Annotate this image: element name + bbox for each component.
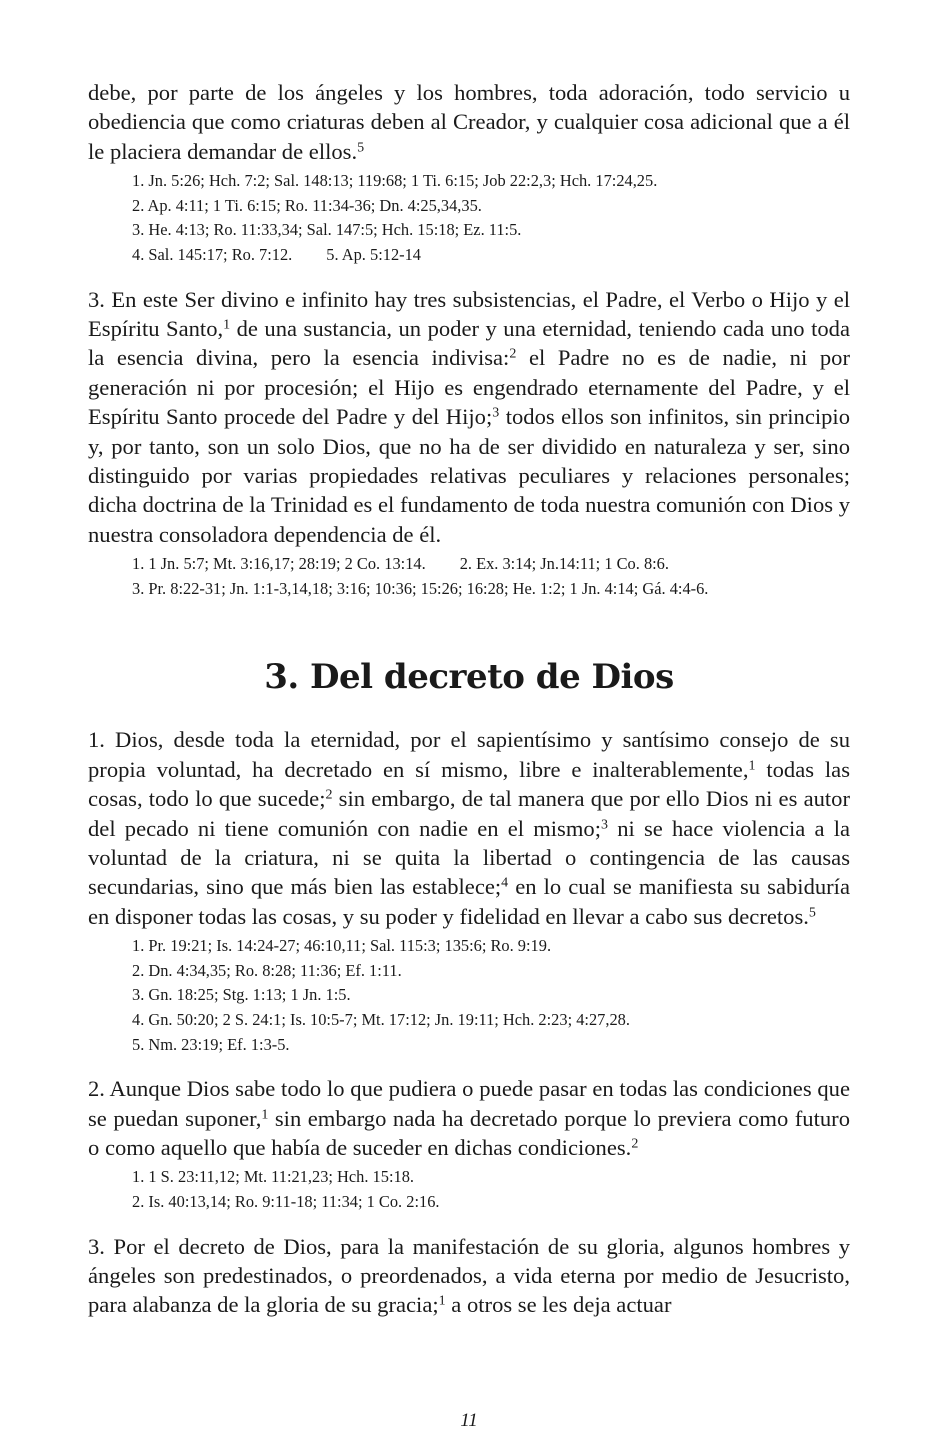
paragraph xyxy=(88,285,850,550)
paragraph-text: 3. En este Ser divino e infinito hay tres subsistencias, el Padre, el Verbo o Hijo y el Espíritu Santo, xyxy=(88,286,850,341)
footnote-marker: 2 xyxy=(631,1136,639,1152)
scripture-references xyxy=(88,934,850,1057)
reference-item: 1. 1 S. 23:11,12; Mt. 11:21,23; Hch. 15:18. xyxy=(132,1167,414,1187)
reference-item: 2. Ap. 4:11; 1 Ti. 6:15; Ro. 11:34-36; Dn. 4:25,34,35. xyxy=(132,195,482,215)
footnote-marker: 5 xyxy=(357,140,365,156)
paragraph-text: sin embargo nada ha decretado porque lo previera como futuro o como aquello que había de suceder en dichas condiciones. xyxy=(88,1105,851,1161)
reference-line xyxy=(132,1190,850,1215)
reference-line xyxy=(132,983,850,1008)
scripture-references xyxy=(88,1165,850,1214)
scripture-references xyxy=(88,552,850,601)
paragraph-text: debe, por parte de los ángeles y los hombres, toda adoración, todo servicio u obediencia que como criaturas deben al Creador, y cualquier cosa adicional que a él le placiera demandar de ellos. xyxy=(88,80,850,164)
reference-line xyxy=(132,577,850,602)
reference-line xyxy=(132,194,850,219)
paragraph-text: todos ellos son infinitos, sin principio y, por tanto, son un solo Dios, que no ha de ser dividido en naturaleza y ser, sino distinguido por varias propiedades relativas peculiares y relaciones personales; dicha doctrina de la Trinidad es el fundamento de toda nuestra comunión con Dios y nuestra consoladora dependencia de él. xyxy=(88,404,851,547)
paragraph-text: 1. Dios, desde toda la eternidad, por el sapientísimo y santísimo consejo de su propia voluntad, ha decretado en sí mismo, libre e inalterablemente, xyxy=(88,727,850,782)
reference-line xyxy=(132,959,850,984)
paragraph-text: 3. Por el decreto de Dios, para la manifestación de su gloria, algunos hombres y ángeles son predestinados, o preordenados, a vida eterna por medio de Jesucristo, para alabanza de la gloria de su gracia; xyxy=(88,1233,850,1318)
reference-item: 3. Pr. 8:22-31; Jn. 1:1-3,14,18; 3:16; 10:36; 15:26; 16:28; He. 1:2; 1 Jn. 4:14; Gá. 4:4-6. xyxy=(132,578,709,598)
footnote-marker: 2 xyxy=(509,346,517,362)
footnote-marker: 3 xyxy=(601,816,609,832)
paragraph-text: sin embargo, de tal manera que por ello Dios ni es autor del pecado ni tiene comunión con nadie en el mismo; xyxy=(88,786,850,841)
footnote-marker: 2 xyxy=(325,787,333,803)
paragraph-text: el Padre no es de nadie, ni por generación ni por procesión; el Hijo es engendrado eternamente del Padre, y el Espíritu Santo procede del Padre y del Hijo; xyxy=(88,345,850,430)
paragraph-text: en lo cual se manifiesta su sabiduría en disponer todas las cosas, y su poder y fidelidad en llevar a cabo sus decretos. xyxy=(88,874,850,929)
reference-line xyxy=(132,243,850,268)
paragraph-text: todas las cosas, todo lo que sucede; xyxy=(88,756,850,812)
reference-line xyxy=(132,934,850,959)
footnote-marker: 4 xyxy=(501,875,509,891)
paragraph-text: a otros se les deja actuar xyxy=(445,1292,672,1318)
reference-line xyxy=(132,1033,850,1058)
footnote-marker: 3 xyxy=(492,405,500,421)
article-block xyxy=(88,78,850,268)
article-block xyxy=(88,725,850,1057)
reference-line xyxy=(132,218,850,243)
reference-item: 1. 1 Jn. 5:7; Mt. 3:16,17; 28:19; 2 Co. 13:14. xyxy=(132,554,426,574)
chapter-heading: 3. Del decreto de Dios xyxy=(264,657,674,698)
footnote-marker: 1 xyxy=(748,758,756,774)
paragraph-text: de una sustancia, un poder y una eternidad, teniendo cada uno toda la esencia divina, pero la esencia indivisa: xyxy=(88,316,850,371)
paragraph-text: 2. Aunque Dios sabe todo lo que pudiera o puede pasar en todas las condiciones que se puedan suponer, xyxy=(88,1076,850,1131)
reference-item: 3. Gn. 18:25; Stg. 1:13; 1 Jn. 1:5. xyxy=(132,985,351,1005)
reference-item: 5. Ap. 5:12-14 xyxy=(326,245,421,264)
reference-item: 4. Sal. 145:17; Ro. 7:12. xyxy=(132,245,293,264)
page-number: 11 xyxy=(460,1410,478,1431)
article-block xyxy=(88,1074,850,1214)
footnote-marker: 1 xyxy=(261,1106,269,1122)
paragraph xyxy=(88,1074,850,1162)
footnote-marker: 5 xyxy=(808,905,816,921)
paragraph xyxy=(88,725,850,931)
paragraph-text: ni se hace violencia a la voluntad de la criatura, ni se quita la libertad o contingencia de las causas secundarias, sino que más bien las establece; xyxy=(88,815,851,900)
reference-item: 1. Jn. 5:26; Hch. 7:2; Sal. 148:13; 119:68; 1 Ti. 6:15; Job 22:2,3; Hch. 17:24,25. xyxy=(132,171,658,191)
reference-line xyxy=(132,1165,850,1190)
scripture-references xyxy=(88,169,850,267)
reference-item: 2. Dn. 4:34,35; Ro. 8:28; 11:36; Ef. 1:11. xyxy=(132,960,402,980)
paragraph xyxy=(88,78,850,166)
article-block xyxy=(88,285,850,602)
footnote-marker: 1 xyxy=(223,317,231,333)
reference-line xyxy=(132,552,850,577)
reference-item: 4. Gn. 50:20; 2 S. 24:1; Is. 10:5-7; Mt. 17:12; Jn. 19:11; Hch. 2:23; 4:27,28. xyxy=(132,1010,630,1030)
reference-line xyxy=(132,1008,850,1033)
reference-item: 2. Ex. 3:14; Jn.14:11; 1 Co. 8:6. xyxy=(459,554,669,574)
article-block xyxy=(88,1232,850,1320)
reference-item: 1. Pr. 19:21; Is. 14:24-27; 46:10,11; Sal. 115:3; 135:6; Ro. 9:19. xyxy=(132,936,552,956)
page-content xyxy=(88,78,850,1320)
reference-line xyxy=(132,169,850,194)
reference-item: 5. Nm. 23:19; Ef. 1:3-5. xyxy=(132,1034,290,1054)
paragraph xyxy=(88,1232,850,1320)
reference-item: 3. He. 4:13; Ro. 11:33,34; Sal. 147:5; Hch. 15:18; Ez. 11:5. xyxy=(132,220,522,240)
reference-item: 2. Is. 40:13,14; Ro. 9:11-18; 11:34; 1 Co. 2:16. xyxy=(132,1192,440,1212)
footnote-marker: 1 xyxy=(438,1293,446,1309)
